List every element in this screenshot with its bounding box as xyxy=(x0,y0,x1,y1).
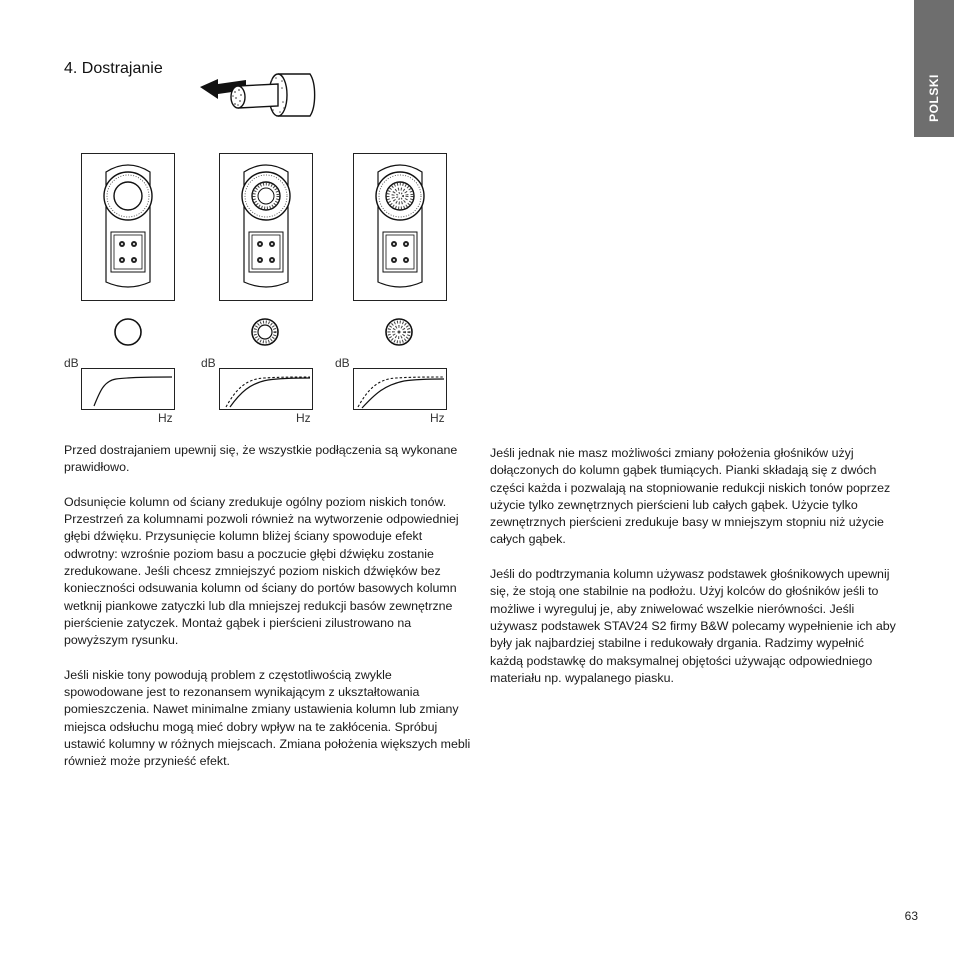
foam-bung-insert-arrow-icon xyxy=(198,68,324,127)
response-graph-open xyxy=(81,368,175,410)
graph-y-label: dB xyxy=(335,356,350,370)
graph-x-label: Hz xyxy=(296,411,311,425)
speaker-panel-open xyxy=(81,153,175,301)
port-open-icon xyxy=(113,317,143,352)
body-column-right xyxy=(490,445,900,704)
port-full-bung-icon xyxy=(384,317,414,352)
response-graph-full xyxy=(353,368,447,410)
speaker-panel-ring xyxy=(219,153,313,301)
paragraph: Jeśli jednak nie masz możliwości zmiany położenia głośników użyj dołączonych do kolumn gąbek tłumiących. Pianki składają się z dwóch części każda i pozwalają na stopniowanie redukcji niskich tonów poprzez użycie tylko zewnętrznych pierścieni lub całych gąbek. Użycie tylko zewnętrznych pierścieni zredukuje basy w mniejszym stopniu niż użycie całych gąbek. xyxy=(490,446,891,547)
graph-x-label: Hz xyxy=(430,411,445,425)
speaker-panel-full xyxy=(353,153,447,301)
language-tab xyxy=(914,0,954,137)
paragraph: Przed dostrajaniem upewnij się, że wszystkie podłączenia są wykonane prawidłowo. xyxy=(64,443,458,475)
paragraph: Jeśli do podtrzymania kolumn używasz podstawek głośnikowych upewnij się, że stoją one stabilnie na podłożu. Użyj kolców do głośników jeśli to możliwe i wyreguluj je, aby zniwelować wszelkie nierówności. Jeśli używasz podstawek STAV24 S2 firmy B&W polecamy wypełnienie ich aby były jak najbardziej stabilne i redukowały drgania. Radzimy wypełnić każdą podstawkę do maksymalnej objętości używając odpowiedniego materiału np. wypalanego piasku. xyxy=(490,567,896,685)
paragraph: Jeśli niskie tony powodują problem z częstotliwością zwykle spowodowane jest to rezonansem wynikającym z ukształtowania pomieszczenia. Nawet minimalne zmiany ustawienia kolumn lub zmiany miejsca odsłuchu mogą mieć dobry wpływ na te zakłócenia. Spróbuj ustawić kolumny w różnych miejscach. Zmiana położenia większych mebli również może przynieść efekt. xyxy=(64,667,471,769)
graph-y-label: dB xyxy=(201,356,216,370)
language-tab-label: POLSKI xyxy=(927,74,941,122)
port-ring-icon xyxy=(250,317,280,352)
body-column-left xyxy=(64,442,474,788)
section-title: 4. Dostrajanie xyxy=(64,60,163,77)
page-number: 63 xyxy=(904,909,918,923)
graph-y-label: dB xyxy=(64,356,79,370)
response-graph-ring xyxy=(219,368,313,410)
graph-x-label: Hz xyxy=(158,411,173,425)
paragraph: Odsunięcie kolumn od ściany zredukuje ogólny poziom niskich tonów. Przestrzeń za kolumnami pozwoli również na wytworzenie odpowiedniej głębi dźwięku. Przysunięcie kolumn bliżej ściany spowoduje efekt odwrotny: wzrośnie poziom basu a poczucie głębi dźwięku zostanie zredukowane. Jeśli chcesz zmniejszyć poziom niskich dźwięków bez konieczności odsuwania kolumn od ściany do portów basowych kolumn wetknij piankowe zatyczki lub dla mniejszej redukcji basów zewnętrzne pierścienie zatyczek. Montaż gąbek i pierścieni zilustrowano na powyższym rysunku. xyxy=(64,494,459,648)
